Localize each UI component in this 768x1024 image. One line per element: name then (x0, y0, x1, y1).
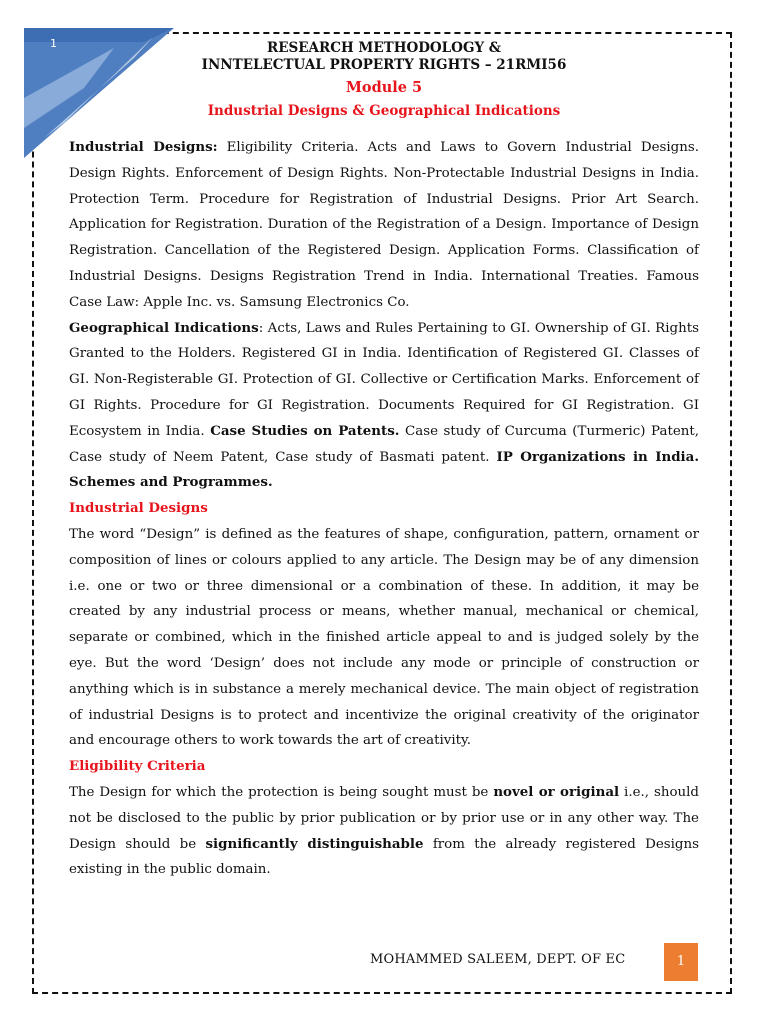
footer-page-number: 1 (664, 943, 698, 981)
syllabus-gi-label: Geographical Indications (69, 319, 259, 336)
syllabus-geographical-indications (69, 316, 699, 497)
eligibility-bold-novel: novel or original (493, 783, 620, 800)
module-title: Industrial Designs & Geographical Indications (207, 103, 561, 119)
header-line-1: RESEARCH METHODOLOGY & (266, 40, 501, 56)
syllabus-gi-text: : Acts, Laws and Rules Pertaining to GI. Ownership of GI. Rights Granted to the Holders. Registered GI in India. Identification of Registered GI. Classes of GI. Non-Registerable GI. Protection of GI. Collective or Certification Marks. Enforcement of GI Rights. Procedure for GI Registration. Documents Required for GI Registration. GI Ecosystem in India. (69, 320, 699, 439)
eligibility-text-3: from the already registered Designs existing in the public domain. (69, 836, 699, 878)
module-number: Module 5 (345, 79, 423, 96)
section-body-eligibility (69, 780, 699, 883)
footer-author: MOHAMMED SALEEM, DEPT. OF EC (370, 952, 626, 967)
syllabus-id-label: Industrial Designs: (69, 139, 218, 155)
header-line-2: INNTELECTUAL PROPERTY RIGHTS – 21RMI56 (201, 57, 567, 73)
section-body-industrial-designs: The word “Design” is defined as the features of shape, configuration, pattern, ornament or composition of lines or colours applied to any article. The Design may be of any dimension i.e. one or two or three dimensional or a combination of these. In addition, it may be created by any industrial process or means, whether manual, mechanical or chemical, separate or combined, which in the finished article appeal to and is judged solely by the eye. But the word ‘Design’ does not include any mode or principle of construction or anything which is in substance a merely mechanical device. The main object of registration of industrial Designs is to protect and incentivize the original creativity of the originator and encourage others to work towards the art of creativity. (69, 526, 699, 749)
section-heading-industrial-designs: Industrial Designs (69, 500, 208, 517)
document-header (0, 40, 768, 120)
corner-page-number: 1 (50, 37, 57, 50)
syllabus-case-label: Case Studies on Patents. (210, 422, 400, 439)
syllabus-case-text: Case study of Curcuma (Turmeric) Patent, Case study of Neem Patent, Case study of Basmati patent. (69, 423, 700, 465)
section-heading-eligibility: Eligibility Criteria (69, 758, 206, 775)
syllabus-industrial-designs (69, 135, 699, 316)
eligibility-bold-distinguishable: significantly distinguishable (205, 835, 424, 852)
syllabus-ip-label: IP Organizations in India. Schemes and Programmes. (69, 448, 699, 491)
eligibility-text-2: i.e., should not be disclosed to the public by prior publication or by prior use or in any other way. The Design should be (69, 784, 700, 852)
eligibility-text-1: The Design for which the protection is being sought must be (69, 784, 494, 800)
syllabus-id-text: Eligibility Criteria. Acts and Laws to Govern Industrial Designs. Design Rights. Enforcement of Design Rights. Non-Protectable Industrial Designs in India. Protection Term. Procedure for Registration of Industrial Designs. Prior Art Search. Application for Registration. Duration of the Registration of a Design. Importance of Design Registration. Cancellation of the Registered Design. Application Forms. Classification of Industrial Designs. Designs Registration Trend in India. International Treaties. Famous Case Law: Apple Inc. vs. Samsung Electronics Co. (69, 140, 699, 310)
document-body (69, 135, 699, 883)
